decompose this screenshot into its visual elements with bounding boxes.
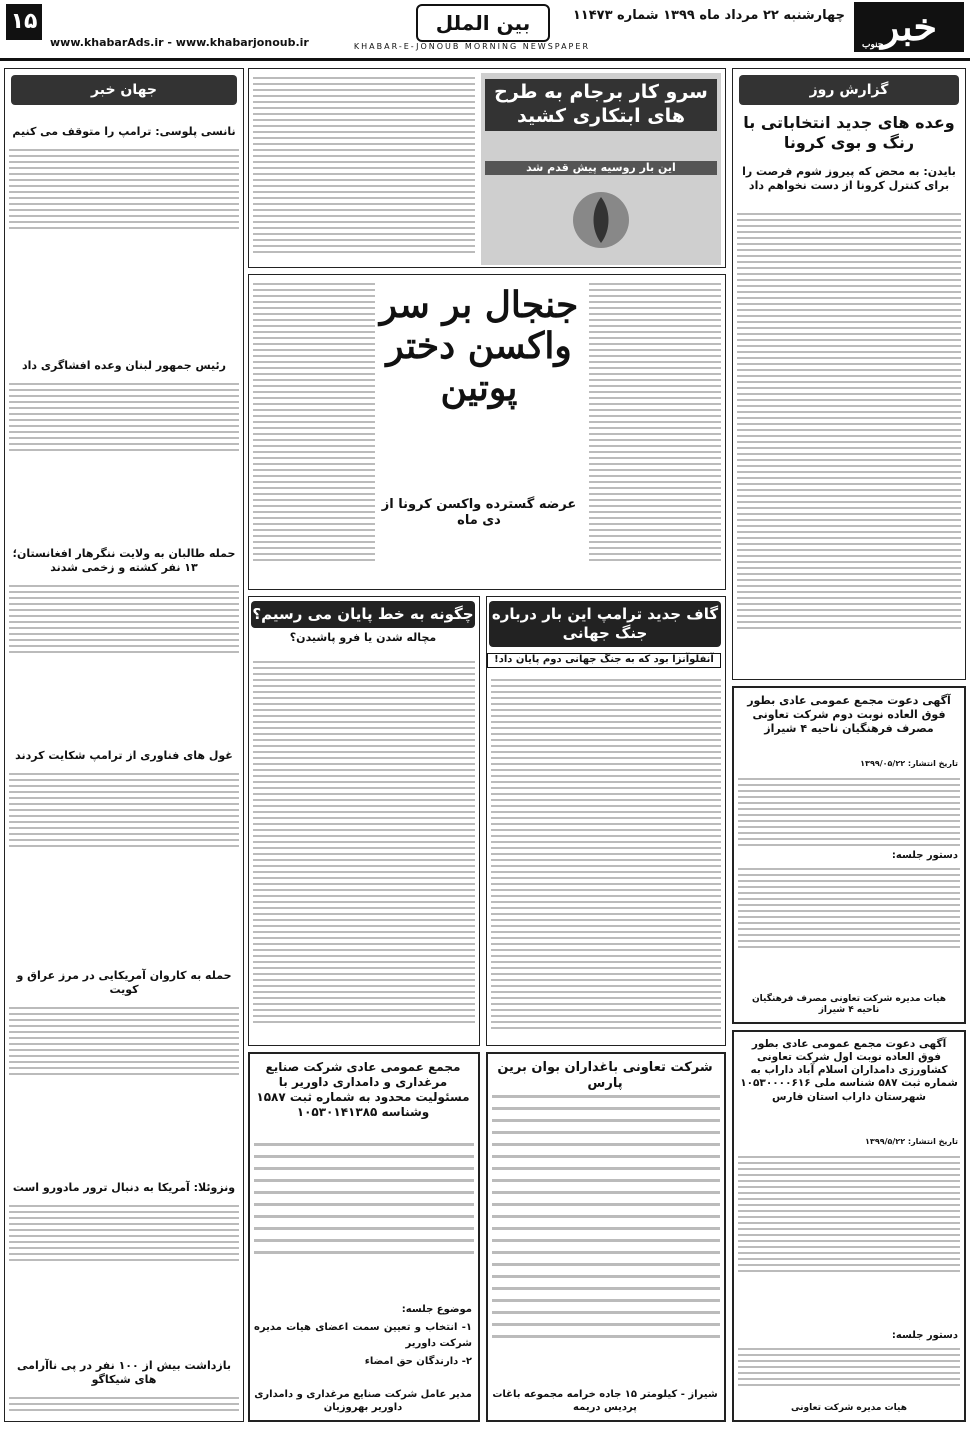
news-item-headline: حمله به کاروان آمریکایی در مرز عراق و کویت <box>16 969 232 996</box>
news-item-body <box>9 1003 239 1079</box>
trump-article <box>486 596 726 1046</box>
news-item-body <box>9 379 239 455</box>
tagline: KHABAR-E-JONOUB MORNING NEWSPAPER <box>353 42 590 51</box>
trump-headline: گاف جدید ترامپ این بار درباره جنگ جهانی <box>489 601 721 647</box>
vaccine-body-left <box>253 279 375 565</box>
logo-sub: جنوب <box>862 40 884 50</box>
end-sub: مچاله شدن یا فرو پاشیدن؟ <box>289 631 437 644</box>
jcpoa-sub: این بار روسیه پیش قدم شد <box>485 161 717 175</box>
ad1-signature: هیات مدیره شرکت تعاونی مصرف فرهنگیان ناحیه ۴ شیراز <box>751 993 947 1015</box>
ad4-item-2: ۲- دارندگان حق امضاء <box>364 1356 472 1367</box>
ad1-agenda-list <box>738 864 960 952</box>
ad-vineyard-coop <box>486 1052 726 1422</box>
ad4-agenda: موضوع جلسه: <box>401 1304 472 1315</box>
ad1-date: تاریخ انتشار: ۱۳۹۹/۰۵/۲۲ <box>860 759 958 768</box>
ad2-agenda-list <box>738 1344 960 1390</box>
ad-teachers-coop <box>732 686 966 1024</box>
report-badge: گزارش روز <box>739 75 959 105</box>
jcpoa-photo <box>481 73 721 265</box>
vaccine-body-right <box>589 279 721 565</box>
report-subhead: بایدن: به محض که پیروز شوم فرصت را برای کنترل کرونا از دست نخواهم داد <box>742 165 956 192</box>
news-item-headline: رئیس جمهور لبنان وعده افشاگری داد <box>22 359 226 372</box>
jcpoa-headline: سرو کار برجام به طرح های ابتکاری کشید <box>485 79 717 131</box>
report-headline: وعده های جدید انتخاباتی با رنگ و بوی کرونا <box>743 113 955 152</box>
jcpoa-article <box>248 68 726 268</box>
vaccine-sub: عرضه گسترده واکسن کرونا از دی ماه <box>381 497 577 529</box>
masthead <box>0 0 970 61</box>
news-item-headline: ونزوئلا: آمریکا به دنبال ترور مادورو است <box>12 1181 236 1194</box>
newspaper-logo <box>854 2 964 52</box>
news-item-body <box>9 1201 239 1265</box>
news-item-headline: بازداشت بیش از ۱۰۰ نفر در پی ناآرامی های شیکاگو <box>17 1359 231 1386</box>
world-news-badge: جهان خبر <box>11 75 237 105</box>
vaccine-headline: جنجال بر سر واکسن دختر پوتین <box>379 284 579 409</box>
ad2-title: آگهی دعوت مجمع عمومی عادی بطور فوق العاده نوبت اول شرکت تعاونی کشاورزی دامداران اسلام آباد داراب به شماره ثبت ۵۸۷ شناسه ملی ۱۰۵۳۰۰۰۰۶۱۶ شهرستان داراب استان فارس <box>740 1038 958 1103</box>
ad3-body <box>492 1086 720 1347</box>
world-news-column <box>4 68 244 1422</box>
news-item-headline: غول های فناوری از ترامپ شکایت کردند <box>15 749 233 762</box>
ad2-agenda: دستور جلسه: <box>891 1330 958 1341</box>
news-item-headline: نانسی پلوسی: ترامپ را متوقف می کنیم <box>12 125 236 138</box>
ad4-signature: مدیر عامل شرکت صنایع مرغداری و دامداری داوریر بهروزیان <box>254 1389 472 1413</box>
news-item-body <box>9 145 239 233</box>
end-headline: چگونه به خط پایان می رسیم؟ <box>251 601 475 628</box>
trump-banner: آنفلوآنزا بود که به جنگ جهانی دوم پایان داد! <box>487 653 721 668</box>
dateline: چهارشنبه ۲۲ مرداد ماه ۱۳۹۹ شماره ۱۱۴۷۳ <box>572 8 845 23</box>
ad1-body <box>738 774 960 850</box>
ad-darab-coop <box>732 1030 966 1422</box>
news-item-body <box>9 1393 239 1415</box>
logo-text: خبر <box>881 4 937 49</box>
ad2-body <box>738 1152 960 1276</box>
ad4-item-1: ۱- انتخاب و تعیین سمت اعضای هیات مدیره شرکت داوریر <box>254 1322 472 1349</box>
end-line-article <box>248 596 480 1046</box>
news-item-body <box>9 581 239 657</box>
website-links[interactable]: www.khabarAds.ir - www.khabarjonoub.ir <box>50 36 309 49</box>
ad1-agenda: دستور جلسه: <box>891 850 958 861</box>
end-body <box>253 657 475 1027</box>
report-article <box>732 68 966 680</box>
report-body <box>737 209 961 633</box>
ad3-title: شرکت تعاونی باغداران بوان برین پارس <box>497 1060 713 1092</box>
news-item-body <box>9 769 239 851</box>
vaccine-article <box>248 274 726 590</box>
ad3-signature: شیراز - کیلومتر ۱۵ جاده خرامه مجموعه باغات پردیس دریمه <box>492 1389 718 1413</box>
ad-poultry-coop <box>248 1052 480 1422</box>
trump-body <box>491 675 721 1033</box>
ad2-signature: هیات مدیره شرکت تعاونی <box>791 1402 907 1413</box>
ad2-date: تاریخ انتشار: ۱۳۹۹/۵/۲۲ <box>865 1137 958 1146</box>
page-number: ۱۵ <box>6 4 42 40</box>
iran-emblem-icon <box>561 185 641 255</box>
jcpoa-body <box>253 73 475 257</box>
ad4-title: مجمع عمومی عادی شرکت صنایع مرغداری و دامداری داوریر با مسئولیت محدود به شماره ثبت ۱۵۸۷ وشناسه ۱۰۵۳۰۱۴۱۳۸۵ <box>256 1060 470 1119</box>
ad1-title: آگهی دعوت مجمع عمومی عادی بطور فوق العاده نوبت دوم شرکت تعاونی مصرف فرهنگیان ناحیه ۴ شیراز <box>747 694 951 735</box>
section-title: بین الملل <box>416 4 550 42</box>
ad4-body <box>254 1134 474 1263</box>
news-item-headline: حمله طالبان به ولایت ننگرهار افغانستان؛ ۱۳ نفر کشته و زخمی شدند <box>12 547 236 574</box>
